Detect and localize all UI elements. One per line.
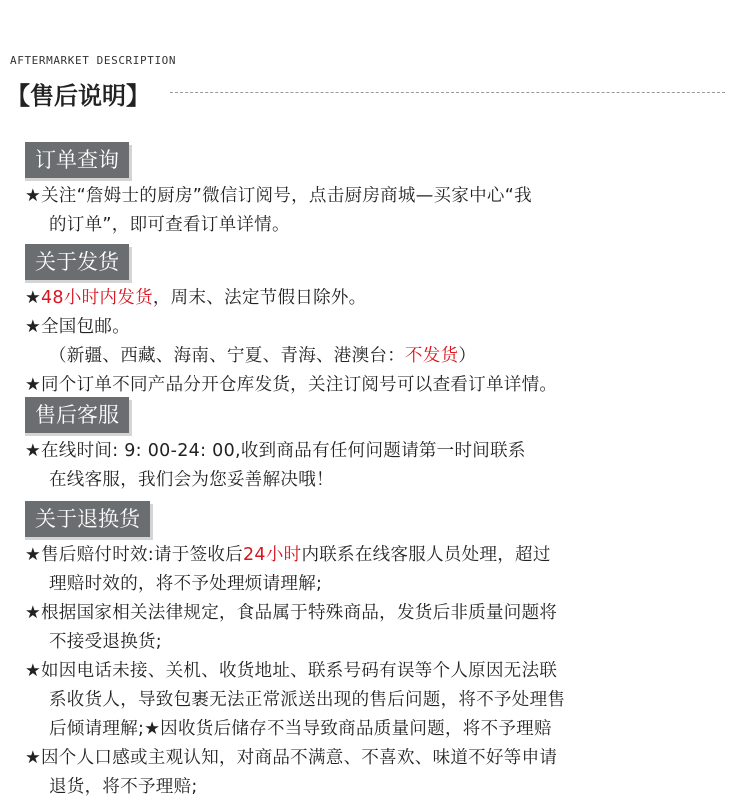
text-line [25,628,715,657]
highlight-text: 48小时内发货 [41,288,153,308]
text: 退货，将不予理赔; [49,777,198,797]
text-line [25,570,715,599]
text-line [25,715,715,744]
text: 不接受退换货; [49,632,162,652]
highlight-text: 不发货 [405,346,459,366]
text-line [25,342,715,371]
text: 理赔时效的，将不予处理烦请理解; [49,574,323,594]
aftermarket-eyebrow: AFTERMARKET DESCRIPTION [10,54,177,67]
text: 的订单”，即可查看订单详情。 [49,215,290,235]
text: （新疆、西藏、海南、宁夏、青海、港澳台： [49,346,405,366]
text-line [25,211,715,240]
text: ★ [25,288,41,308]
text: ） [458,346,477,366]
text-line [25,466,715,495]
text-line [25,599,715,628]
text-line [25,182,715,211]
section-body-customer-service [25,437,715,495]
text-line [25,284,715,313]
section-order-query [25,142,715,240]
title-divider [170,92,725,93]
highlight-text: 24小时 [242,545,302,565]
section-body-order-query [25,182,715,240]
text: ★因个人口感或主观认知，对商品不满意、不喜欢、味道不好等申请 [25,748,558,768]
text: ★同个订单不同产品分开仓库发货，关注订阅号可以查看订单详情。 [25,375,558,395]
section-customer-service [25,397,715,495]
text: ★全国包邮。 [25,317,130,337]
text-line [25,437,715,466]
text: ★售后赔付时效:请于签收后 [25,545,243,565]
text: 在线客服，我们会为您妥善解决哦！ [49,470,334,490]
text-line [25,657,715,686]
section-returns [25,501,715,802]
section-header-customer-service: 售后客服 [25,397,129,433]
text: ，周末、法定节假日除外。 [152,288,367,308]
section-shipping [25,244,715,400]
text-line [25,744,715,773]
text: ★如因电话未接、关机、收货地址、联系号码有误等个人原因无法联 [25,661,558,681]
text: ★关注“詹姆士的厨房”微信订阅号，点击厨房商城—买家中心“我 [25,186,532,206]
page-title: 【售后说明】 [6,82,150,110]
text-line [25,313,715,342]
section-body-shipping [25,284,715,400]
text: ★根据国家相关法律规定，食品属于特殊商品，发货后非质量问题将 [25,603,558,623]
text-line [25,773,715,802]
text-line [25,371,715,400]
section-body-returns [25,541,715,802]
text: 系收货人，导致包裹无法正常派送出现的售后问题，将不予处理售 [49,690,566,710]
text-line [25,686,715,715]
text: 内联系在线客服人员处理，超过 [301,545,551,565]
text-line [25,541,715,570]
section-header-shipping: 关于发货 [25,244,129,280]
text: 后倾请理解;★因收货后储存不当导致商品质量问题，将不予理赔 [49,719,552,739]
text: ★在线时间: 9: 00-24: 00,收到商品有任何问题请第一时间联系 [25,441,526,461]
section-header-returns: 关于退换货 [25,501,150,537]
section-header-order-query: 订单查询 [25,142,129,178]
